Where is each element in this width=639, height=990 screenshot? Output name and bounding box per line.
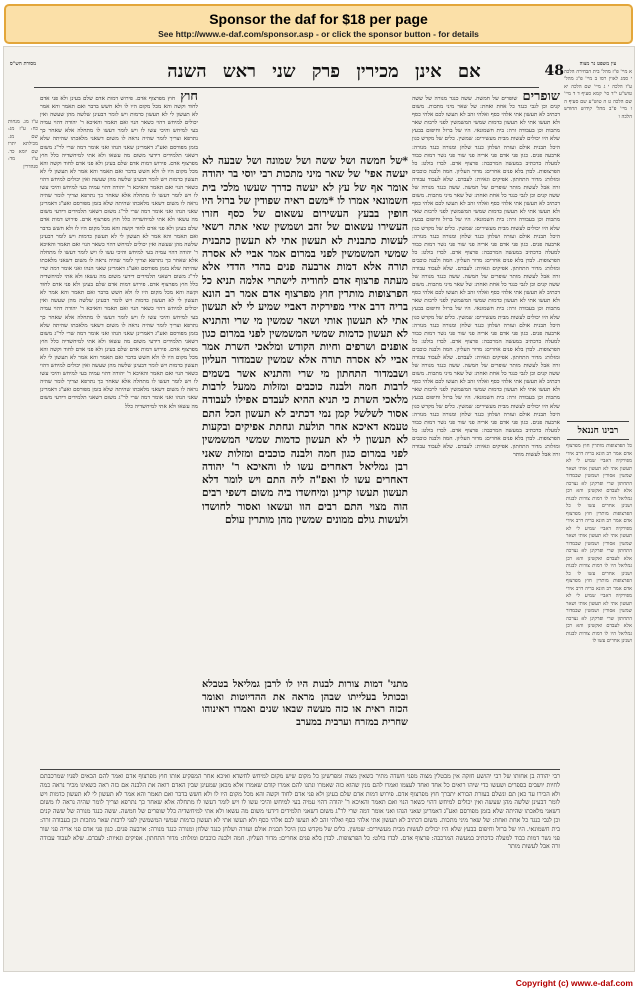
- bottom-commentary-text-3: שופרים של חמשה. ששה כנגד מנורה של ששה קנים וכן לגבי כנגד כל אחת ואחת: של שאר מיני מתכות. משום דכתיב לא תעשון אתי אלהי כסף ואלהי זהב לא תעשו לכם אלהי כסף ולא תעשו אתי לא תעשון כדמות שמשי המשמשין לפני לרבות שאר מתכות וכן בעבודה זרה: בית חשמונאי. היו של ברזל וחיפום בבעץ שלא היו יכולים לעשות מבית מעשירים: שמשין. כלים של מקדש כגון היכל תבנית אולם ועזרה ושלחן כנגד שלחן ומנורה כנגד מנורה: ארבעה פנים. כגון פני אדם פני אריה פני שור פני נשר דמות כבוד למעלה כדכתיב במעשה המרכבה: פרצוף אדם. לבדו בולט: כל הפרצופות. לבדן בלא פנים אחרים: מדור העליון. חמה ולבנה כוכבים ומזלות: מדור התחתון. אפיקים וגאיות: לעבדם. שלא לעבוד עבודה זרה אבל לעשות מותר: [40, 808, 560, 851]
- rabbeinu-chananel-heading: רבינו חננאל: [577, 426, 619, 436]
- rashi-heading: שופרים: [517, 93, 560, 104]
- tosafot-text-continued-2: חוץ מפרצוף אדם. פירוש דמות אדם שלם בעינן ולא פני אדם לחוד וקשה והא מכל מקום היו לו ולא חשש בדבר ואם תאמר והא אמר לא תעשון לי לא תעשון כדמות ויש לומר דבעינן שלשה מהן שעשה ואין יכולים למיחש דהוי כשאר הנוי ואם תאמר והאיכא ר' יהודה דהוי עמיה בעי למיחש והיכי עשו לו ויש לומר דעשו לו מתחלה אלא שאחר כך נתרפא וצריך לומר שהיה נראה לו משום דשאני מלאכתו שהיתה שלא בזמן מפורסם ואע"ג דאמרינן שאני הנהו ואני אומר דמה שרי לר"ג משום דשאני תלמידים דידעי משום מה עשאו ולא אתי למיחשדיה כלל: [40, 217, 198, 289]
- masoret-hashas-margin: [8, 61, 38, 951]
- ein-mishpat-text: א מיי' פ"ז מהל' בית הבחירה הלכה י סמג לאוין רסו ב מיי' פ"ג מהל' ע"ז הלכה י ג מיי' שם הלכה יא טוש"ע י"ד סי' קמא סעיף ד ד מיי' שם הלכה ט ה טוש"ע שם סעיף ה ו מיי' פ"ב מהל' קידוש החודש הלכה ו: [564, 68, 632, 120]
- rashi-text: שופרים של חמשה. ששה כנגד מנורה של ששה קנים וכן לגבי כנגד כל אחת ואחת: של שאר מיני מתכות. משום דכתיב לא תעשון אתי אלהי כסף ואלהי זהב לא תעשו לכם אלהי כסף ולא תעשו אתי לא תעשון כדמות שמשי המשמשין לפני לרבות שאר מתכות וכן בעבודה זרה: בית חשמונאי. היו של ברזל וחיפום בבעץ שלא היו יכולים לעשות מבית מעשירים: שמשין. כלים של מקדש כגון היכל תבנית אולם ועזרה ושלחן כנגד שלחן ומנורה כנגד מנורה: ארבעה פנים. כגון פני אדם פני אריה פני שור פני נשר דמות כבוד למעלה כדכתיב במעשה המרכבה: פרצוף אדם. לבדו בולט: כל הפרצופות. לבדן בלא פנים אחרים: מדור העליון. חמה ולבנה כוכבים ומזלות: מדור התחתון. אפיקים וגאיות: לעבדם. שלא לעבוד עבודה זרה אבל לעשות מותר: [412, 96, 560, 192]
- rashi-text-continued-2: שופרים של חמשה. ששה כנגד מנורה של ששה קנים וכן לגבי כנגד כל אחת ואחת: של שאר מיני מתכות. משום דכתיב לא תעשון אתי אלהי כסף ואלהי זהב לא תעשו לכם אלהי כסף ולא תעשו אתי לא תעשון כדמות שמשי המשמשין לפני לרבות שאר מתכות וכן בעבודה זרה: בית חשמונאי. היו של ברזל וחיפום בבעץ שלא היו יכולים לעשות מבית מעשירים: שמשין. כלים של מקדש כגון היכל תבנית אולם ועזרה ושלחן כנגד שלחן ומנורה כנגד מנורה: ארבעה פנים. כגון פני אדם פני אריה פני שור פני נשר דמות כבוד למעלה כדכתיב במעשה המרכבה: פרצוף אדם. לבדו בולט: כל הפרצופות. לבדן בלא פנים אחרים: מדור העליון. חמה ולבנה כוכבים ומזלות: מדור התחתון. אפיקים וגאיות: לעבדם. שלא לעבוד עבודה זרה אבל לעשות מותר: [412, 274, 560, 370]
- tosafot-text-continued-3: חוץ מפרצוף אדם. פירוש דמות אדם שלם בעינן ולא פני אדם לחוד וקשה והא מכל מקום היו לו ולא חשש בדבר ואם תאמר והא אמר לא תעשון לי לא תעשון כדמות ויש לומר דבעינן שלשה מהן שעשה ואין יכולים למיחש דהוי כשאר הנוי ואם תאמר והאיכא ר' יהודה דהוי עמיה בעי למיחש והיכי עשו לו ויש לומר דעשו לו מתחלה אלא שאחר כך נתרפא וצריך לומר שהיה נראה לו משום דשאני מלאכתו שהיתה שלא בזמן מפורסם ואע"ג דאמרינן שאני הנהו ואני אומר דמה שרי לר"ג משום דשאני תלמידים דידעי משום מה עשאו ולא אתי למיחשדיה כלל: [40, 282, 198, 345]
- rashi-text-continued: שופרים של חמשה. ששה כנגד מנורה של ששה קנים וכן לגבי כנגד כל אחת ואחת: של שאר מיני מתכות. משום דכתיב לא תעשון אתי אלהי כסף ואלהי זהב לא תעשו לכם אלהי כסף ולא תעשו אתי לא תעשון כדמות שמשי המשמשין לפני לרבות שאר מתכות וכן בעבודה זרה: בית חשמונאי. היו של ברזל וחיפום בבעץ שלא היו יכולים לעשות מבית מעשירים: שמשין. כלים של מקדש כגון היכל תבנית אולם ועזרה ושלחן כנגד שלחן ומנורה כנגד מנורה: ארבעה פנים. כגון פני אדם פני אריה פני שור פני נשר דמות כבוד למעלה כדכתיב במעשה המרכבה: פרצוף אדם. לבדו בולט: כל הפרצופות. לבדן בלא פנים אחרים: מדור העליון. חמה ולבנה כוכבים ומזלות: מדור התחתון. אפיקים וגאיות: לעבדם. שלא לעבוד עבודה זרה אבל לעשות מותר: [412, 185, 560, 281]
- page-title: אם אינן מכירין פרק שני ראש השנה: [167, 61, 481, 82]
- ein-mishpat-margin: [564, 61, 632, 401]
- title-rule: [34, 87, 539, 88]
- tosafot-text: חוץ מפרצוף אדם. פירוש דמות אדם שלם בעינן ולא פני אדם לחוד וקשה והא מכל מקום היו לו ולא חשש בדבר ואם תאמר והא אמר לא תעשון לי לא תעשון כדמות ויש לומר דבעינן שלשה מהן שעשה ואין יכולים למיחש דהוי כשאר הנוי ואם תאמר והאיכא ר' יהודה דהוי עמיה בעי למיחש והיכי עשו לו ויש לומר דעשו לו מתחלה אלא שאחר כך נתרפא וצריך לומר שהיה נראה לו משום דשאני מלאכתו שהיתה שלא בזמן מפורסם ואע"ג דאמרינן שאני הנהו ואני אומר דמה שרי לר"ג משום דשאני תלמידים דידעי משום מה עשאו ולא אתי למיחשדיה כלל: [40, 96, 198, 159]
- masoret-label: מסורת הש"ס: [9, 61, 37, 67]
- bottom-rule: [40, 769, 560, 770]
- sponsor-title: Sponsor the daf for $18 per page: [209, 11, 428, 27]
- rabbeinu-chananel-column: [566, 443, 632, 943]
- chananel-text: כל הפרצופות מותרין חוץ מפרצוף אדם אמר רב הונא בריה דרב אידי מפירקיה דאביי שמיע לי לא תעשון אתי לא תעשון אותי ושאר שמשין אסורין ושמשין שבמדור התחתון שרי ופרקינן לא נצרכה אלא לעבדם ואקשינן והא רבן גמליאל היו לו דמות צורות לבנות ושנינן אחרים עשו לו: [566, 443, 632, 509]
- tosafot-text-continued-4: חוץ מפרצוף אדם. פירוש דמות אדם שלם בעינן ולא פני אדם לחוד וקשה והא מכל מקום היו לו ולא חשש בדבר ואם תאמר והא אמר לא תעשון לי לא תעשון כדמות ויש לומר דבעינן שלשה מהן שעשה ואין יכולים למיחש דהוי כשאר הנוי ואם תאמר והאיכא ר' יהודה דהוי עמיה בעי למיחש והיכי עשו לו ויש לומר דעשו לו מתחלה אלא שאחר כך נתרפא וצריך לומר שהיה נראה לו משום דשאני מלאכתו שהיתה שלא בזמן מפורסם ואע"ג דאמרינן שאני הנהו ואני אומר דמה שרי לר"ג משום דשאני תלמידים דידעי משום מה עשאו ולא אתי למיחשדיה כלל: [40, 338, 198, 410]
- mishnah-block: [202, 679, 408, 765]
- chananel-box-bottom: [567, 439, 629, 440]
- masoret-text: ע"ז מג. מנחות כח: ע"ז מג: שם מג. מכילתא יתרו שם יומא כד. ע"ז מד: סנהדרין: [8, 118, 38, 170]
- tosafot-heading: חוץ: [175, 93, 198, 104]
- chananel-box-top: [567, 421, 629, 422]
- sponsor-link-text[interactable]: See http://www.e-daf.com/sponsor.asp - or click the sponsor button - for details: [158, 29, 479, 39]
- gemara-main-text: [202, 155, 408, 675]
- talmud-page-scan: [3, 46, 635, 972]
- chananel-text-continued: כל הפרצופות מותרין חוץ מפרצוף אדם אמר רב הונא בריה דרב אידי מפירקיה דאביי שמיע לי לא תעשון אתי לא תעשון אותי ושאר שמשין אסורין ושמשין שבמדור התחתון שרי ופרקינן לא נצרכה אלא לעבדם ואקשינן והא רבן גמליאל היו לו דמות צורות לבנות ושנינן אחרים עשו לו: [566, 503, 632, 577]
- mishnah-text: מתני' דמות צורות לבנות היו לו לרבן גמליאל בטבלא ובכותל בעלייתו שבהן מראה את ההדיוטות ואומר הכזה ראית או כזה מעשה שבאו שנים ואמרו ראינוהו שחרית במזרח וערבית במערב: [202, 679, 408, 728]
- sponsor-banner[interactable]: [4, 4, 633, 44]
- rashi-text-continued-3: שופרים של חמשה. ששה כנגד מנורה של ששה קנים וכן לגבי כנגד כל אחת ואחת: של שאר מיני מתכות. משום דכתיב לא תעשון אתי אלהי כסף ואלהי זהב לא תעשו לכם אלהי כסף ולא תעשו אתי לא תעשון כדמות שמשי המשמשין לפני לרבות שאר מתכות וכן בעבודה זרה: בית חשמונאי. היו של ברזל וחיפום בבעץ שלא היו יכולים לעשות מבית מעשירים: שמשין. כלים של מקדש כגון היכל תבנית אולם ועזרה ושלחן כנגד שלחן ומנורה כנגד מנורה: ארבעה פנים. כגון פני אדם פני אריה פני שור פני נשר דמות כבוד למעלה כדכתיב במעשה המרכבה: פרצוף אדם. לבדו בולט: כל הפרצופות. לבדן בלא פנים אחרים: מדור העליון. חמה ולבנה כוכבים ומזלות: מדור התחתון. אפיקים וגאיות: לעבדם. שלא לעבוד עבודה זרה אבל לעשות מותר: [412, 363, 560, 459]
- ein-mishpat-label: עין משפט נר מצוה: [579, 61, 617, 67]
- bottom-commentary-text: רבי יהודה בן אחותו של רבי יהושע חזקה אין מבטלין מצוה מפני חשדה מתיר כשאין מצוה ומפרשינן כל מקום שיש מקום למיחש לחשדא ואיכא אחר המפקיע אותו חוץ מפרצוף אדם ואמר להם הבאים לפניו שמרכבתם לחיות יושבים בספרים ושעשו כדי שיהו רואים כל אחד ואחד לעצמו ואמרו להם מנין שהוא כזה שאמרו ונתנו להם אמרו קודם שאמרו אלא מכאן שמעינן שבין האדם רואה את הלבנה אם כזה ראה כשאינו מכיר נראה כמה ולא הכירו עד כאן תם ונשלם בעזרת הבורא יתברך: [40, 773, 560, 798]
- rashi-column: [412, 93, 560, 773]
- copyright-notice: Copyright (c) www.e-daf.com: [515, 978, 633, 988]
- bottom-commentary: [40, 773, 560, 953]
- gemara-text: *של חמשה ושל ששה ושל שמונה ושל שבעה לא יעשה אפי' של שאר מיני מתכות רבי יוסי בר יהודה אומר אף של עץ לא יעשה כדרך שעשו מלכי בית חשמונאי אמרו לו *משם ראיה שפודין של ברזל היו חופין בבעץ העשירום עשאום של כסף חזרו העשירו עשאום של זהב ושמשין שאי אתה רשאי לעשות כתבנית לא תעשון אתי לא תעשון כתבנית שמשי המשמשין לפני במרום אמר אביי לא אסרה תורה אלא דמות ארבעה פנים בהדי הדדי אלא מעתה פרצוף אדם לחודיה לישתרי אלמה תניא כל הפרצופות מותרין חוץ מפרצוף אדם אמר רב הונא בריה דרב אידי מפירקיה דאביי שמיע לי לא תעשון אתי לא תעשון אותי ושאר שמשין מי שרי והתניא לא תעשון כדמות שמשי המשמשין לפני במרום כגון אופנים ושרפים וחיות הקודש ומלאכי השרת אמר אביי לא אסרה תורה אלא שמשין שבמדור העליון ושבמדור התחתון מי שרי והתניא אשר בשמים לרבות חמה ולבנה כוכבים ומזלות ממעל לרבות מלאכי השרת כי תניא ההיא לעבדם אפילו לעבודה אסור לשלשל קמן נמי דכתיב לא תעשון הכל התם טעמא דאיכא אחר תולעת ונחתת אפיקים ובקעות לא תעשון לי לא תעשון כדמות שמשי המשמשין לפני במרום כגון חמה ולבנה כוכבים ומזלות שאני רבן גמליאל דאחרים עשו לו והאיכא ר' יהודה דאחרים עשו לו ואפ"ה ליה התם ויש לומר דלא תעשון תעשו קרינן ומיחשדו ביה משום דשפי רבים הוה מצוי התם רבים הוו ועשאו ואסור לחושדו ולעשות גולם ממונים שמשין מהן מותרין עולם: [202, 155, 408, 527]
- tosafot-column: [40, 93, 198, 753]
- tosafot-text-continued: חוץ מפרצוף אדם. פירוש דמות אדם שלם בעינן ולא פני אדם לחוד וקשה והא מכל מקום היו לו ולא חשש בדבר ואם תאמר והא אמר לא תעשון לי לא תעשון כדמות ויש לומר דבעינן שלשה מהן שעשה ואין יכולים למיחש דהוי כשאר הנוי ואם תאמר והאיכא ר' יהודה דהוי עמיה בעי למיחש והיכי עשו לו ויש לומר דעשו לו מתחלה אלא שאחר כך נתרפא וצריך לומר שהיה נראה לו משום דשאני מלאכתו שהיתה שלא בזמן מפורסם ואע"ג דאמרינן שאני הנהו ואני אומר דמה שרי לר"ג משום דשאני תלמידים דידעי משום מה עשאו ולא אתי למיחשדיה כלל: [40, 152, 198, 224]
- bottom-commentary-text-2: חוץ מפרצוף אדם. פירוש דמות אדם שלם בעינן ולא פני אדם לחוד וקשה והא מכל מקום היו לו ולא חשש בדבר ואם תאמר והא אמר לא תעשון לי לא תעשון כדמות ויש לומר דבעינן שלשה מהן שעשה ואין יכולים למיחש דהוי כשאר הנוי ואם תאמר והאיכא ר' יהודה דהוי עמיה בעי למיחש והיכי עשו לו ויש לומר דעשו לו מתחלה אלא שאחר כך נתרפא וצריך לומר שהיה נראה לו משום דשאני מלאכתו שהיתה שלא בזמן מפורסם ואע"ג דאמרינן שאני הנהו ואני אומר דמה שרי לר"ג משום דשאני תלמידים דידעי משום מה עשאו ולא אתי למיחשדיה כלל: [40, 790, 560, 816]
- page-number: 48: [544, 63, 564, 79]
- chananel-text-continued-2: כל הפרצופות מותרין חוץ מפרצוף אדם אמר רב הונא בריה דרב אידי מפירקיה דאביי שמיע לי לא תעשון אתי לא תעשון אותי ושאר שמשין אסורין ושמשין שבמדור התחתון שרי ופרקינן לא נצרכה אלא לעבדם ואקשינן והא רבן גמליאל היו לו דמות צורות לבנות ושנינן אחרים עשו לו: [566, 570, 632, 644]
